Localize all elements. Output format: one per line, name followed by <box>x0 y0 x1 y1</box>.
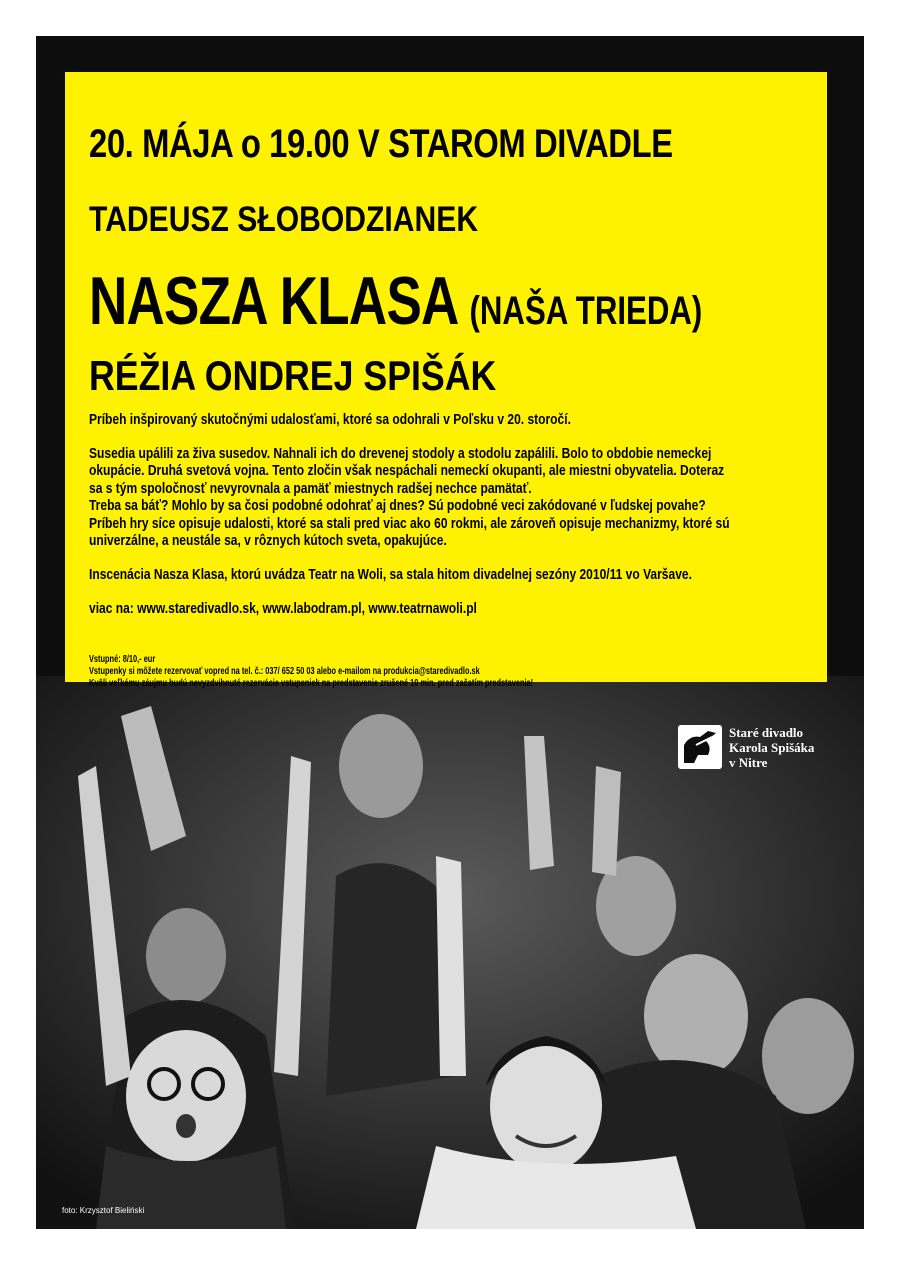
theatre-logo <box>678 722 814 772</box>
story-line: Susedia upálili za živa susedov. Nahnali ich do drevenej stodoly a stodolu zapálili. Bolo to obdobie nemeckej <box>89 445 712 462</box>
play-title-original: NASZA KLASA <box>89 263 459 339</box>
photo-credit: foto: Krzysztof Bieliński <box>62 1206 145 1215</box>
reservation-text: Vstupenky si môžete rezervovať vopred na tel. č.: 037/ 652 50 03 alebo e-mailom na produkcia@staredivadlo.sk <box>89 666 480 677</box>
event-date-venue: 20. MÁJA o 19.00 V STAROM DIVADLE <box>89 122 673 166</box>
play-title-translation: (NAŠA TRIEDA) <box>469 289 703 333</box>
logo-line: Staré divadlo <box>729 724 804 740</box>
logo-line: v Nitre <box>729 754 768 770</box>
staging-text: Inscenácia Nasza Klasa, ktorú uvádza Teatr na Woli, sa stala hitom divadelnej sezóny 2010/11 vo Varšave. <box>89 566 692 583</box>
logo-line: Karola Spišáka <box>729 739 815 755</box>
links-text: viac na: www.staredivadlo.sk, www.labodram.pl, www.teatrnawoli.pl <box>89 601 477 617</box>
intro-text: Príbeh inšpirovaný skutočnými udalosťami, ktoré sa odohrali v Poľsku v 20. storočí. <box>89 412 571 428</box>
story-line: univerzálne, a neustále sa, v rôznych kútoch sveta, opakujúce. <box>89 533 447 549</box>
story-line: okupácie. Druhá svetová vojna. Tento zločin však nespáchali nemeckí okupanti, ale miestni obyvatelia. Doteraz <box>89 463 725 479</box>
story-line: sa s tým spoločnosť nevyrovnala a pamäť miestnych radšej nechce pamätať. <box>89 480 532 497</box>
poster <box>36 36 864 1229</box>
director-credit: RÉŽIA ONDREJ SPIŠÁK <box>89 352 497 399</box>
admission-text: Vstupné: 8/10,- eur <box>89 654 156 665</box>
playwright-name: TADEUSZ SŁOBODZIANEK <box>89 200 479 239</box>
story-line: Príbeh hry síce opisuje udalosti, ktoré sa stali pred viac ako 60 rokmi, ale zároveň opisuje mechanizmy, ktoré sú <box>89 515 730 532</box>
info-panel <box>65 72 827 689</box>
play-title <box>89 262 702 340</box>
theatre-logo-icon <box>678 725 722 769</box>
story-line: Treba sa báť? Mohlo by sa čosi podobné odohrať aj dnes? Sú podobné veci zakódované v ľudskej povahe? <box>89 498 706 514</box>
description <box>89 412 819 619</box>
notice-text: Kvôli veľkému záujmu budú nevyzdvihnuté rezervácie vstupeniek na predstavenie zrušené 10 min. pred začatím predstavenia! <box>89 678 534 689</box>
fine-print <box>89 654 829 690</box>
